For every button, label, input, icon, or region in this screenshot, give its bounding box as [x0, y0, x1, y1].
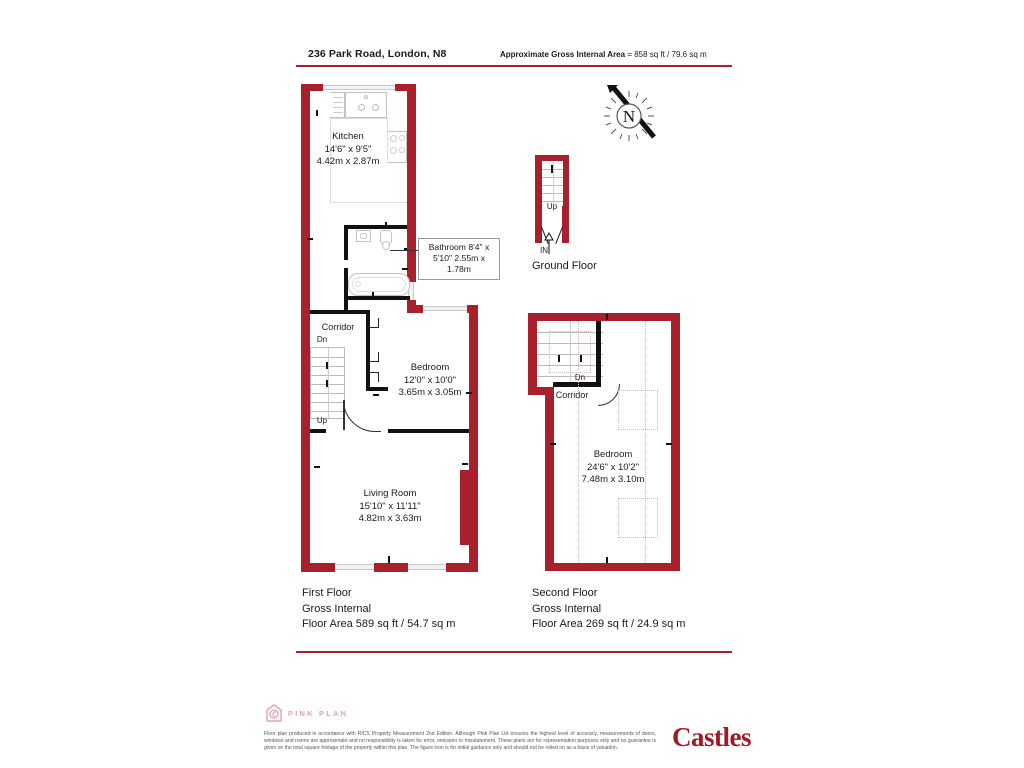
room-label-living-room: Living Room 15'10" x 11'11" 4.82m x 3.63m: [358, 488, 422, 524]
second-internal-wall-horizontal: [553, 382, 601, 387]
pinkplan-label: PINK PLAN: [288, 708, 349, 718]
hob-burner-2: [399, 135, 405, 141]
eaves-line-left: [578, 321, 579, 563]
room-label-kitchen: Kitchen 14'6" x 9'5" 4.42m x 2.87m: [316, 131, 380, 167]
second-internal-wall-vertical: [596, 321, 601, 384]
stair-direction-arrow: [551, 165, 553, 173]
exterior-wall-bay-middle: [374, 563, 408, 572]
staircase-first-floor: [310, 347, 345, 419]
internal-wall-bathroom-left-lower: [344, 268, 348, 312]
ground-stair-wall-left: [535, 155, 542, 243]
stair-direction-arrow: [580, 355, 582, 362]
wall-tick: [373, 394, 379, 396]
stair-direction-arrow: [326, 380, 328, 387]
room-label-bedroom-second: Bedroom 24'6" x 10'2" 7.48m x 3.10m: [581, 449, 645, 485]
kitchen-counter-edge: [330, 118, 387, 119]
corridor-label-second: Corridor: [555, 390, 589, 400]
internal-wall-corridor-top: [310, 310, 370, 314]
stair-up-label-first: Up: [316, 416, 328, 425]
corridor-label-first: Corridor: [321, 322, 355, 332]
castles-logo: Castles: [672, 722, 751, 752]
drainer-line-4: [333, 112, 343, 113]
bathtub-drain: [355, 281, 361, 287]
room-label-bedroom-first: Bedroom 12'0" x 10'0" 3.65m x 3.05m: [398, 362, 462, 398]
exterior-wall-bay-right: [446, 563, 478, 572]
wall-tick: [466, 392, 472, 394]
kitchen-drainer: [330, 92, 345, 118]
wall-tick: [388, 556, 390, 563]
window-bay-right: [408, 564, 446, 570]
wall-tick: [316, 110, 318, 116]
basin-bowl: [360, 233, 367, 239]
exterior-wall-return: [407, 305, 423, 313]
sink-bowl-left: [358, 104, 365, 111]
door-leaf-living-room: [343, 400, 345, 430]
exterior-wall-bedroom-right: [469, 313, 478, 441]
roof-detail-upper: [618, 390, 658, 430]
gross-area-value: = 858 sq ft / 79.6 sq m: [625, 50, 707, 59]
compass-north-letter: N: [622, 107, 636, 126]
window-bay-left: [335, 564, 374, 570]
second-exterior-wall-bottom: [545, 563, 680, 571]
drainer-line-1: [333, 97, 343, 98]
gross-area-label: Approximate Gross Internal Area: [500, 50, 626, 59]
internal-wall-corridor-bottom-right: [388, 429, 474, 433]
stair-down-label-second: Dn: [574, 373, 586, 382]
wall-tick: [402, 268, 408, 270]
stair-centerline: [553, 161, 554, 206]
second-exterior-wall-top: [528, 313, 680, 321]
wall-tick: [606, 557, 608, 563]
sink-bowl-right: [372, 104, 379, 111]
first-floor-caption: First Floor Gross Internal Floor Area 589 sq ft / 54.7 sq m: [302, 587, 456, 630]
stair-direction-arrow: [326, 362, 328, 369]
internal-wall-bathroom-left: [344, 225, 348, 260]
pinkplan-branding: [266, 704, 348, 722]
drainer-line-3: [333, 107, 343, 108]
wall-tick: [462, 463, 468, 465]
wall-tick: [550, 443, 556, 445]
internal-wall-bath-bottom: [344, 296, 410, 300]
exterior-wall-return-right: [467, 305, 478, 313]
hob-burner-4: [399, 147, 405, 153]
door-swing-bedroom-lower: [369, 372, 379, 382]
roof-detail-lower: [618, 498, 658, 538]
footer-divider: [296, 651, 732, 653]
exterior-wall-living-right: [469, 441, 478, 571]
gross-internal-area: [500, 50, 707, 59]
staircase-ground-floor: [542, 161, 563, 206]
second-exterior-wall-right: [671, 313, 680, 571]
drainer-line-2: [333, 102, 343, 103]
room-label-bathroom: Bathroom 8'4" x 5'10" 2.55m x 1.78m: [418, 238, 500, 280]
entrance-label: IN: [540, 246, 548, 255]
ground-floor-caption: Ground Floor: [532, 260, 597, 272]
stair-down-label-first: Dn: [316, 335, 328, 344]
wall-tick: [307, 238, 313, 240]
kitchen-unit-edge-bottom: [330, 202, 407, 203]
second-exterior-wall-left-upper: [528, 313, 537, 395]
pinkplan-house-icon: [266, 704, 282, 722]
internal-wall-corridor-bottom-left: [310, 429, 326, 433]
compass-rose-icon: [598, 85, 660, 147]
second-exterior-wall-left-lower: [545, 387, 554, 571]
stair-centerline: [328, 348, 329, 418]
stair-up-label-ground: Up: [546, 202, 558, 211]
wall-tick: [666, 443, 672, 445]
door-swing-bedroom-mid: [369, 352, 379, 362]
door-swing-second-bedroom: [598, 384, 620, 406]
window-kitchen-top: [323, 85, 395, 90]
wall-tick: [372, 292, 374, 298]
window-living-top: [423, 306, 467, 311]
exterior-wall-kitchen-right: [407, 84, 416, 218]
internal-wall-bathroom-top: [344, 225, 410, 229]
door-swing-bedroom-upper: [369, 318, 379, 328]
wc-bowl: [382, 241, 390, 250]
chimney-breast: [460, 470, 470, 545]
page-title: 236 Park Road, London, N8: [308, 48, 447, 60]
header-divider: [296, 65, 732, 67]
sink-tap: [364, 95, 368, 99]
disclaimer-text: Floor plan produced in accordance with RICS Property Measurement 2nd Edition. Although Pink Plan Ltd ensures the highest level of accuracy, measurements of doors, windows and rooms are approximate and no responsibility is taken for error, omission or misstatement. These plans are for representation purposes only and no guarantee is given on the total square footage of the property within this plan. The figure icon is for initial guidance only and should not be relied on as a basis of valuation.: [264, 731, 656, 752]
wall-tick: [314, 466, 320, 468]
door-swing-living-room: [343, 400, 381, 432]
second-floor-caption: Second Floor Gross Internal Floor Area 269 sq ft / 24.9 sq m: [532, 587, 686, 630]
wall-tick: [385, 222, 387, 228]
exterior-wall-top-left: [301, 84, 323, 91]
loft-hatch-outline: [549, 331, 591, 373]
ground-stair-wall-right: [562, 155, 569, 243]
bathroom-leader-line: [390, 250, 418, 251]
stair-direction-arrow: [558, 355, 560, 362]
exterior-wall-bay-left: [301, 563, 335, 572]
wall-tick: [606, 314, 608, 320]
